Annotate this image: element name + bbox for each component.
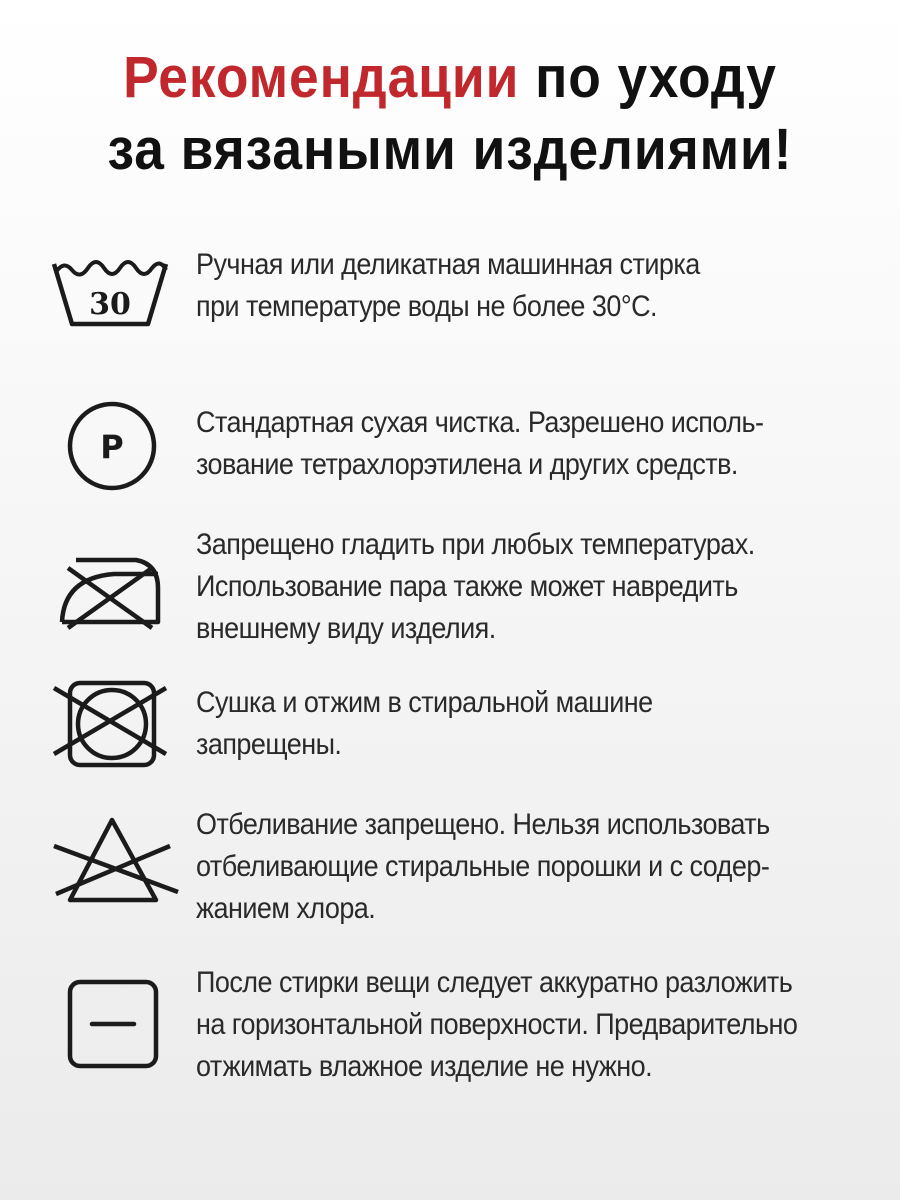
text-line: жанием хлора. bbox=[196, 892, 376, 925]
text-line: на горизонтальной поверхности. Предварительно bbox=[196, 1008, 798, 1041]
text-line: Стандартная сухая чистка. Разрешено исполь- bbox=[196, 406, 764, 439]
wash-temperature: 30 bbox=[89, 287, 131, 322]
dry-clean-p-icon bbox=[66, 400, 158, 492]
text-line: Запрещено гладить при любых температурах. bbox=[196, 528, 755, 561]
text-line: при температуре воды не более 30°С. bbox=[196, 290, 657, 323]
no-iron-icon bbox=[54, 538, 166, 630]
care-text-tumble bbox=[196, 682, 808, 766]
text-line: Сушка и отжим в стиральной машине bbox=[196, 686, 653, 719]
wash-30-icon bbox=[50, 246, 170, 328]
dry-flat-icon bbox=[66, 978, 162, 1070]
text-line: После стирки вещи следует аккуратно разложить bbox=[196, 966, 793, 999]
text-line: Отбеливание запрещено. Нельзя использовать bbox=[196, 808, 770, 841]
no-tumble-dry-icon bbox=[50, 680, 170, 770]
care-text-wash bbox=[196, 244, 808, 328]
care-text-bleach bbox=[196, 804, 808, 930]
care-text-dryclean bbox=[196, 402, 808, 486]
title-line-1 bbox=[36, 42, 864, 114]
care-text-iron bbox=[196, 524, 808, 650]
text-line: отжимать влажное изделие не нужно. bbox=[196, 1050, 653, 1083]
page-title bbox=[36, 42, 864, 186]
dryclean-letter: P bbox=[100, 428, 124, 466]
care-text-dryflat bbox=[196, 962, 808, 1088]
text-line: Использование пара также может навредить bbox=[196, 570, 738, 603]
text-line: Ручная или деликатная машинная стирка bbox=[196, 248, 700, 281]
title-line-2: за вязаными изделиями! bbox=[107, 117, 793, 182]
title-rest: по уходу bbox=[519, 45, 777, 110]
text-line: зование тетрахлорэтилена и других средств. bbox=[196, 448, 738, 481]
text-line: запрещены. bbox=[196, 728, 342, 761]
text-line: внешнему виду изделия. bbox=[196, 612, 496, 645]
text-line: отбеливающие стиральные порошки и с содер- bbox=[196, 850, 770, 883]
title-accent: Рекомендации bbox=[123, 45, 520, 110]
no-bleach-icon bbox=[50, 814, 180, 906]
